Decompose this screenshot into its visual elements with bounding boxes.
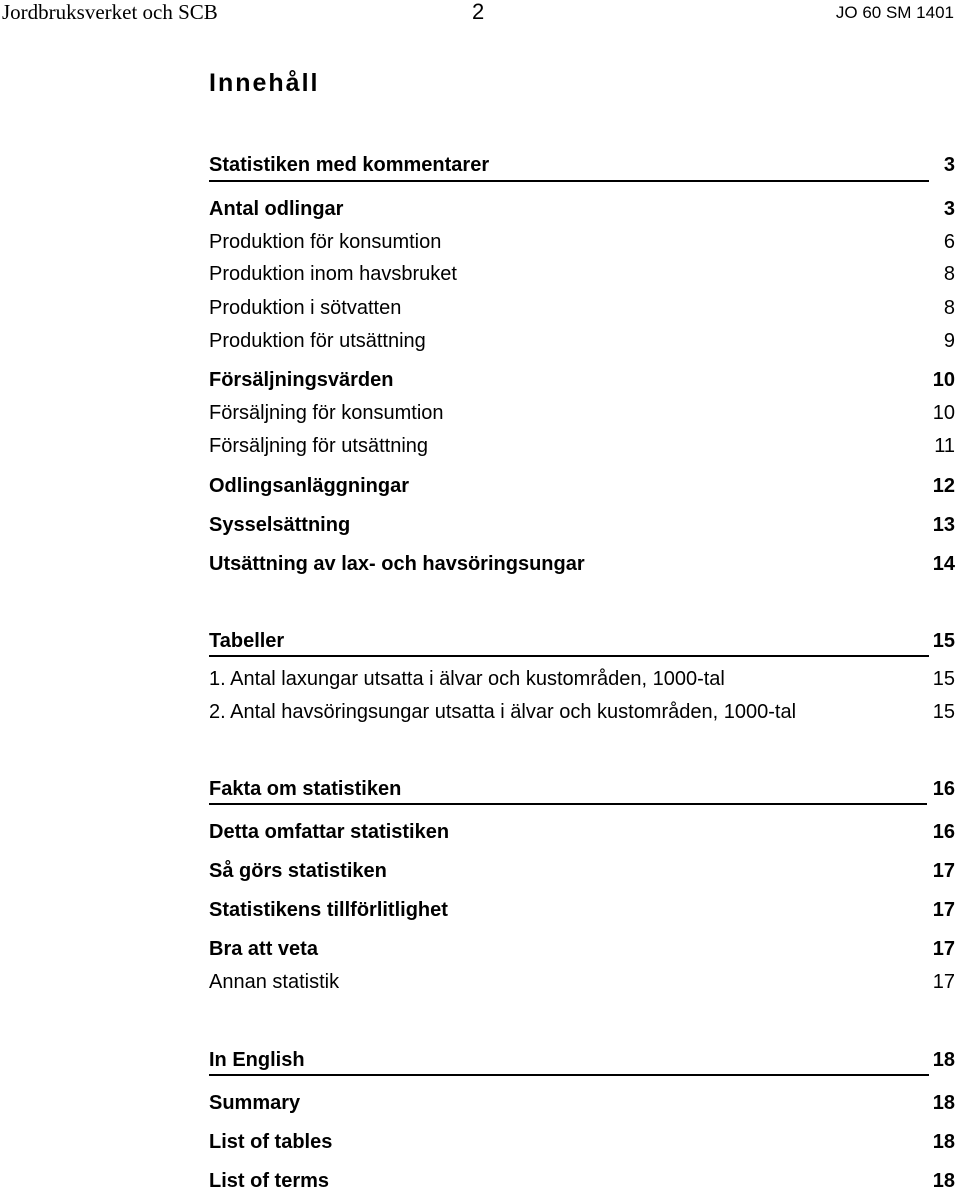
toc-page: 3 [943,198,955,220]
toc-page: 13 [932,514,955,536]
toc-page: 15 [932,630,955,652]
toc-entry[interactable] [209,473,955,499]
toc-entry[interactable] [209,512,955,538]
toc-label: Tabeller [209,630,285,652]
toc-page: 16 [932,821,955,843]
toc-page: 6 [943,231,955,253]
toc-entry[interactable] [209,1168,955,1194]
toc-label: 2. Antal havsöringsungar utsatta i älvar och kustområden, 1000-tal [209,701,797,723]
toc-label: List of tables [209,1131,333,1153]
toc-entry[interactable] [209,1090,955,1116]
toc-label: Produktion inom havsbruket [209,263,457,285]
toc-entry[interactable] [209,551,955,577]
toc-label: Så görs statistiken [209,860,387,882]
toc-label: List of terms [209,1170,330,1192]
toc-subentry[interactable] [209,699,955,725]
toc-label: Antal odlingar [209,198,344,220]
toc-page: 17 [932,938,955,960]
toc-page: 18 [932,1049,955,1071]
toc-label: Statistiken med kommentarer [209,154,490,176]
toc-subentry[interactable] [209,328,955,354]
toc-page: 15 [932,701,955,723]
toc-page: 17 [932,860,955,882]
toc-label: Statistikens tillförlitlighet [209,899,448,921]
toc-page: 17 [932,971,955,993]
toc-subentry[interactable] [209,433,955,459]
toc-subentry[interactable] [209,295,955,321]
toc-subentry[interactable] [209,229,955,255]
toc-label: Produktion för utsättning [209,330,426,352]
toc-entry[interactable] [209,367,955,393]
toc-label: Försäljningsvärden [209,369,394,391]
toc-page: 14 [932,553,955,575]
page-title: Innehåll [209,69,320,97]
toc-label: Försäljning för konsumtion [209,402,444,424]
page-header [0,0,960,30]
section-rule [209,803,927,805]
toc-page: 12 [932,475,955,497]
section-rule [209,655,929,657]
toc-page: 15 [932,668,955,690]
toc-label: Produktion i sötvatten [209,297,402,319]
toc-page: 18 [932,1170,955,1192]
toc-entry[interactable] [209,936,955,962]
toc-label: Fakta om statistiken [209,778,402,800]
toc-page: 8 [943,297,955,319]
toc-entry[interactable] [209,1129,955,1155]
page-number: 2 [472,0,485,24]
toc-label: Produktion för konsumtion [209,231,442,253]
toc-subentry[interactable] [209,969,955,995]
toc-section-heading[interactable] [209,628,955,654]
toc-label: 1. Antal laxungar utsatta i älvar och kustområden, 1000-tal [209,668,725,690]
toc-label: Utsättning av lax- och havsöringsungar [209,553,585,575]
toc-page: 18 [932,1092,955,1114]
toc-entry[interactable] [209,819,955,845]
toc-subentry[interactable] [209,400,955,426]
toc-label: Annan statistik [209,971,340,993]
toc-entry[interactable] [209,897,955,923]
toc-label: In English [209,1049,305,1071]
section-rule [209,180,929,182]
toc-section-heading[interactable] [209,1047,955,1073]
toc-entry[interactable] [209,196,955,222]
toc-page: 16 [932,778,955,800]
report-code: JO 60 SM 1401 [835,3,954,22]
toc-section-heading[interactable] [209,776,955,802]
publisher-name: Jordbruksverket och SCB [2,0,218,24]
toc-label: Bra att veta [209,938,318,960]
toc-page: 8 [943,263,955,285]
toc-section-heading[interactable] [209,152,955,178]
toc-page: 18 [932,1131,955,1153]
toc-label: Sysselsättning [209,514,351,536]
toc-page: 10 [932,402,955,424]
toc-label: Odlingsanläggningar [209,475,410,497]
toc-entry[interactable] [209,858,955,884]
toc-subentry[interactable] [209,261,955,287]
toc-page: 3 [943,154,955,176]
toc-label: Summary [209,1092,301,1114]
toc-label: Detta omfattar statistiken [209,821,450,843]
toc-label: Försäljning för utsättning [209,435,429,457]
toc-page: 11 [934,435,955,457]
toc-page: 10 [932,369,955,391]
toc-subentry[interactable] [209,666,955,692]
section-rule [209,1074,929,1076]
toc-page: 9 [943,330,955,352]
toc-page: 17 [932,899,955,921]
